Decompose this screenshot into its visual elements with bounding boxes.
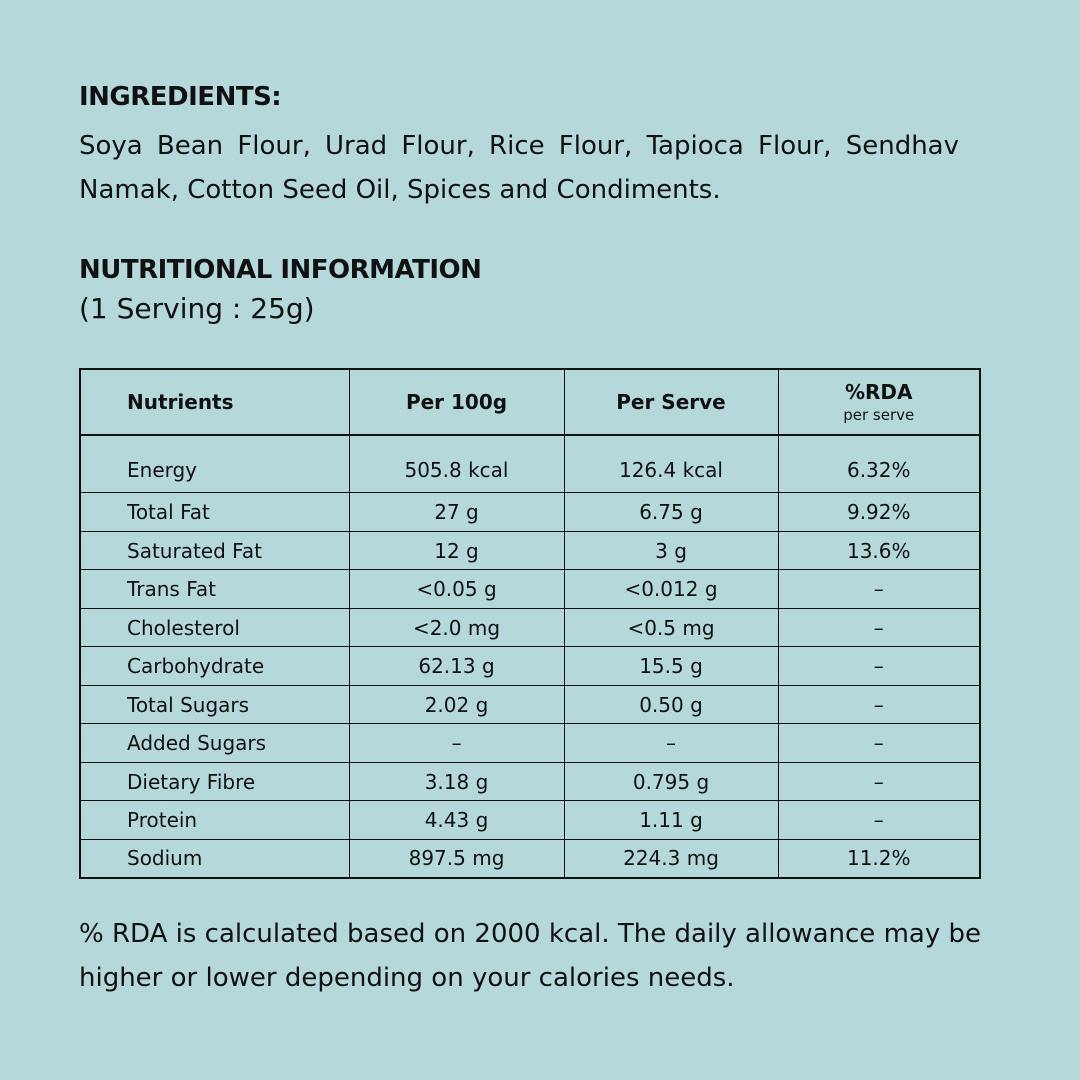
value-per-100g: 62.13 g xyxy=(349,647,564,686)
nutrient-name: Protein xyxy=(81,801,349,840)
value-per-serve: 224.3 mg xyxy=(564,839,778,877)
nutrient-name: Dietary Fibre xyxy=(81,762,349,801)
ingredients-list: Soya Bean Flour, Urad Flour, Rice Flour, Tapioca Flour, Sendhav Namak, Cotton Seed Oil, Spices and Condiments. xyxy=(79,131,959,205)
value-rda: – xyxy=(778,685,979,724)
header-rda-sublabel: per serve xyxy=(843,406,915,424)
value-rda: – xyxy=(778,724,979,763)
header-per-serve: Per Serve xyxy=(564,370,778,435)
table-row xyxy=(81,570,979,609)
value-per-serve: 0.795 g xyxy=(564,762,778,801)
table-row xyxy=(81,801,979,840)
value-per-100g: 27 g xyxy=(349,493,564,532)
table-row xyxy=(81,839,979,877)
table-row xyxy=(81,435,979,493)
header-nutrients: Nutrients xyxy=(81,370,349,435)
header-rda xyxy=(778,370,979,435)
value-rda: – xyxy=(778,762,979,801)
nutrition-heading: NUTRITIONAL INFORMATION xyxy=(79,255,482,285)
value-per-100g: 12 g xyxy=(349,531,564,570)
value-rda: 11.2% xyxy=(778,839,979,877)
nutrition-table xyxy=(81,370,979,877)
value-per-100g: 4.43 g xyxy=(349,801,564,840)
table-row xyxy=(81,647,979,686)
value-rda: – xyxy=(778,647,979,686)
table-row xyxy=(81,531,979,570)
nutrient-name: Cholesterol xyxy=(81,608,349,647)
value-rda: – xyxy=(778,608,979,647)
nutrient-name: Energy xyxy=(81,435,349,493)
nutrient-name: Added Sugars xyxy=(81,724,349,763)
table-header-row xyxy=(81,370,979,435)
table-row xyxy=(81,762,979,801)
nutrient-name: Trans Fat xyxy=(81,570,349,609)
nutrient-name: Total Fat xyxy=(81,493,349,532)
value-rda: – xyxy=(778,801,979,840)
nutrient-name: Total Sugars xyxy=(81,685,349,724)
value-per-100g: <0.05 g xyxy=(349,570,564,609)
value-per-serve: <0.5 mg xyxy=(564,608,778,647)
value-per-serve: 6.75 g xyxy=(564,493,778,532)
value-per-serve: 126.4 kcal xyxy=(564,435,778,493)
value-per-100g: – xyxy=(349,724,564,763)
value-per-serve: 15.5 g xyxy=(564,647,778,686)
nutrient-name: Carbohydrate xyxy=(81,647,349,686)
nutrient-name: Sodium xyxy=(81,839,349,877)
value-rda: 6.32% xyxy=(778,435,979,493)
rda-footnote: % RDA is calculated based on 2000 kcal. The daily allowance may be higher or lower depending on your calories needs. xyxy=(79,919,981,993)
header-per-100g: Per 100g xyxy=(349,370,564,435)
nutrient-name: Saturated Fat xyxy=(81,531,349,570)
value-per-100g: 3.18 g xyxy=(349,762,564,801)
table-row xyxy=(81,608,979,647)
table-row xyxy=(81,493,979,532)
table-row xyxy=(81,685,979,724)
value-per-serve: 1.11 g xyxy=(564,801,778,840)
value-rda: 13.6% xyxy=(778,531,979,570)
nutrition-table-frame xyxy=(79,368,981,879)
ingredients-heading: INGREDIENTS: xyxy=(79,82,282,112)
value-rda: – xyxy=(778,570,979,609)
value-per-100g: 897.5 mg xyxy=(349,839,564,877)
value-per-100g: 505.8 kcal xyxy=(349,435,564,493)
value-per-100g: 2.02 g xyxy=(349,685,564,724)
header-rda-label: %RDA xyxy=(844,380,913,404)
value-rda: 9.92% xyxy=(778,493,979,532)
value-per-serve: 0.50 g xyxy=(564,685,778,724)
value-per-serve: – xyxy=(564,724,778,763)
table-row xyxy=(81,724,979,763)
nutrition-table-body xyxy=(81,435,979,877)
value-per-serve: <0.012 g xyxy=(564,570,778,609)
value-per-serve: 3 g xyxy=(564,531,778,570)
value-per-100g: <2.0 mg xyxy=(349,608,564,647)
serving-size: (1 Serving : 25g) xyxy=(79,292,315,325)
